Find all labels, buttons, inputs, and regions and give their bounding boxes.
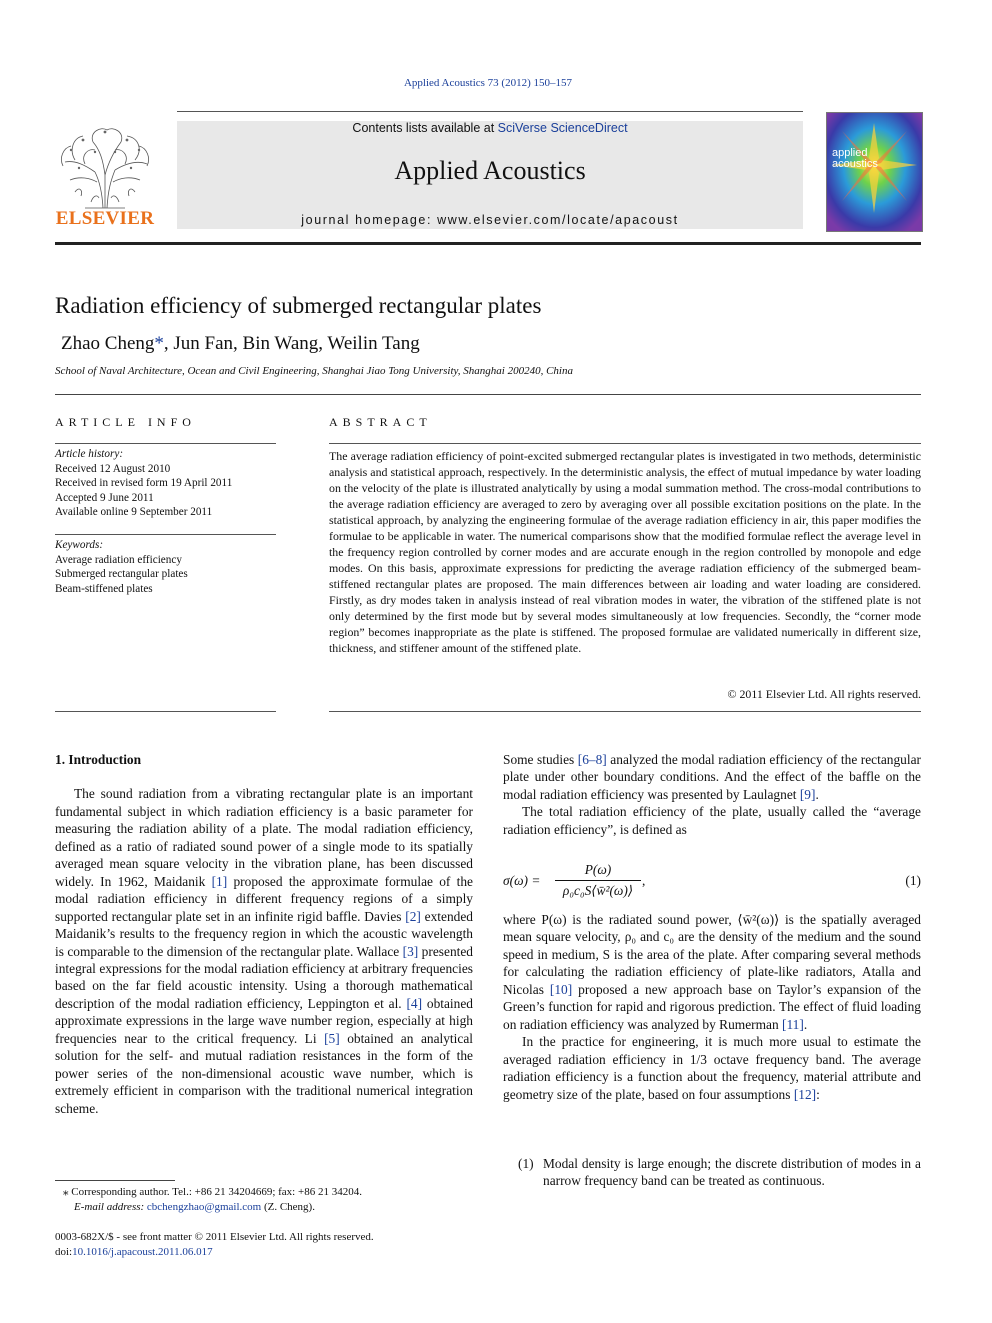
citation-ref[interactable]: [2] <box>405 908 421 924</box>
cover-title-line1: applied <box>832 147 868 159</box>
keywords <box>55 538 276 596</box>
doi-link[interactable]: 10.1016/j.apacoust.2011.06.017 <box>72 1246 213 1258</box>
journal-homepage[interactable]: journal homepage: www.elsevier.com/locate/apacoust <box>301 213 679 227</box>
contents-availability <box>177 121 803 135</box>
text-run: where P(ω) is the radiated sound power, ⟨w̄²(ω)⟩ is the spatially averaged mean square velocity, ρ₀ and c₀ are the density of the medium and the sound speed in medium, S is the area of the plate. After comparing several methods for calculating the radiation efficiency of plate-like radiators, Atalla and Nicolas <box>503 912 921 997</box>
list-item-text: Modal density is large enough; the discrete distribution of modes in a narrow frequency band can be treated as continuous. <box>543 1156 921 1189</box>
citation-link[interactable]: Applied Acoustics 73 (2012) 150–157 <box>403 77 573 89</box>
abstract-heading: ABSTRACT <box>329 415 432 429</box>
email-link[interactable]: cbchengzhao@gmail.com <box>146 1201 262 1213</box>
paragraph: The total radiation efficiency of the plate, usually called the “average radiation efficiency”, is defined as <box>503 804 921 837</box>
text-run: proposed a new approach base on Taylor’s expansion of the Green’s function for rapid and rigorous prediction. The effect of fluid loading on radiation efficiency was analyzed by Rumerman <box>503 981 921 1032</box>
assumption-list-item <box>518 1155 921 1190</box>
text-run: . <box>815 786 819 802</box>
text-run: proposed the approximate formulae of the modal radiation efficiency in different frequency regions of a simply supported rectangular plate set in an infinite rigid baffle. Davies <box>55 873 473 924</box>
equation-comma: , <box>642 873 646 888</box>
keyword-item: Average radiation efficiency <box>55 553 182 566</box>
sciencedirect-link[interactable]: SciVerse ScienceDirect <box>497 121 628 135</box>
body-column-left <box>55 751 473 1117</box>
citation-ref[interactable]: [10] <box>549 981 573 997</box>
abstract-bottom-rule <box>329 711 921 712</box>
author-first: Zhao Cheng <box>61 333 155 354</box>
history-received: Received 12 August 2010 <box>55 462 171 475</box>
text-run: . <box>803 1016 808 1032</box>
history-revised: Received in revised form 19 April 2011 <box>55 477 233 489</box>
article-history <box>55 447 276 520</box>
footnote-corresponding: Corresponding author. Tel.: +86 21 34204669; fax: +86 21 34204. <box>68 1186 362 1198</box>
keywords-label: Keywords: <box>55 539 104 551</box>
email-suffix: (Z. Cheng). <box>261 1201 315 1213</box>
affiliation-rule <box>55 394 921 395</box>
paragraph <box>503 911 921 1033</box>
keywords-rule <box>55 534 276 535</box>
footnote-rule <box>55 1180 175 1181</box>
masthead-top-rule <box>177 111 803 112</box>
text-run: presented integral expressions for the modal radiation efficiency at arbitrary frequencies based on the far field acoustic intensity. Using a thorough mathematical description of the modal radiation efficiency, Leppington et al. <box>55 943 473 1011</box>
authors-rest: , Jun Fan, Bin Wang, Weilin Tang <box>163 333 420 354</box>
cover-title-line2: acoustics <box>832 158 878 170</box>
front-matter <box>55 1230 473 1260</box>
doi-prefix: doi: <box>55 1246 73 1258</box>
history-online: Available online 9 September 2011 <box>55 506 213 518</box>
paragraph <box>503 1033 921 1103</box>
history-accepted: Accepted 9 June 2011 <box>55 491 154 504</box>
citation-ref[interactable]: [11] <box>782 1016 804 1032</box>
equation-lhs: σ(ω) = <box>503 873 541 888</box>
body-column-right <box>503 751 921 838</box>
section-heading: 1. Introduction <box>55 752 142 767</box>
copyright-notice: © 2011 Elsevier Ltd. All rights reserved. <box>727 687 921 701</box>
text-run: Some studies <box>503 752 578 767</box>
article-title: Radiation efficiency of submerged rectangular plates <box>55 293 542 318</box>
citation-ref[interactable]: [6–8] <box>577 752 607 767</box>
corresponding-author-mark[interactable]: * <box>154 333 164 354</box>
journal-citation[interactable] <box>0 77 976 89</box>
keyword-item: Submerged rectangular plates <box>55 568 188 580</box>
list-item-number: (1) <box>518 1156 534 1171</box>
citation-ref[interactable]: [3] <box>402 943 419 959</box>
citation-ref[interactable]: [12] <box>793 1086 817 1102</box>
citation-ref[interactable]: [5] <box>324 1030 340 1046</box>
abstract-text: The average radiation efficiency of point-excited submerged rectangular plates is investigated in two methods, deterministic analysis and statistical approach, respectively. In the deterministic analysis, the effect of mutual impedance by water loading on the velocity of the plate is illustrated analytically by using a modal summation method. The cross-modal contributions to the average radiation efficiency are averaged to zero by averaging over all possible excitation positions on the plate. In the statistical approach, by analyzing the engineering formulae of the average radiation efficiency in air, this paper modifies the formulae to be applicable in water. The numerical comparisons show that the modified formulae reflect the average level in the frequency region controlled by corner modes and are accurate enough in the region controlled by monopole and edge modes. On this basis, approximate expressions for predicting the average radiation efficiency of the submerged beam-stiffened rectangular plates are proposed. The main differences between air loading and water loading are considered. Firstly, as dry modes taken in analysis instead of real vibration modes in water, the vibration of the stiffened plate is not only determined by the first mode but by several modes simultaneously at low frequencies. Secondly, the “corner mode region” becomes inappropriate as the plate is stiffened. The proposed formulae are validated numerically in different size, thickness, and stiffener amount of the stiffened plate. <box>329 449 921 655</box>
equation-number: (1) <box>905 873 921 888</box>
text-run: In the practice for engineering, it is much more usual to estimate the averaged radiation efficiency in 1/3 octave frequency band. The average radiation efficiency is a function about the frequency, material attribute and geometry size of the plate, based on four assumptions <box>503 1034 921 1102</box>
text-run: extended Maidanik’s results to the frequency region in which the acoustic wavelength is comparable to the dimension of the rectangular plate. Wallace <box>55 908 474 959</box>
cover-title <box>832 148 902 170</box>
masthead-bottom-rule <box>55 242 921 245</box>
equation-numerator: P(ω) <box>555 862 641 881</box>
history-label: Article history: <box>55 448 124 460</box>
text-run: The sound radiation from a vibrating rectangular plate is an important fundamental subject in which radiation efficiency is a basic parameter for measuring the radiation ability of a plate. The modal radiation efficiency, defined as a ratio of radiated sound power of a single mode to its spatially averaged mean square velocity in the vibration plane, has been discussed widely. In 1962, Maidanik <box>55 786 473 889</box>
text-run: : <box>816 1086 820 1102</box>
text-run: obtained an analytical solution for the self- and mutual radiation resistances in the form of the power series of the non-dimensional acoustic wave number, which is extremely efficient in comparison with the traditional numerical integration scheme. <box>55 1030 473 1116</box>
equation-1 <box>503 862 921 906</box>
corresponding-author-footnote <box>55 1185 473 1215</box>
journal-cover-image <box>826 112 923 232</box>
text-run: analyzed the modal radiation efficiency of the rectangular plate under other boundary conditions. And the effect of the baffle on the modal radiation efficiency was presented by Laulagnet <box>503 752 922 802</box>
journal-title: Applied Acoustics <box>394 156 586 185</box>
article-info-heading: ARTICLE INFO <box>55 415 196 429</box>
citation-ref[interactable]: [4] <box>406 995 423 1011</box>
keyword-item: Beam-stiffened plates <box>55 582 153 595</box>
equation-fraction <box>555 862 641 899</box>
issn-line: 0003-682X/$ - see front matter © 2011 Elsevier Ltd. All rights reserved. <box>55 1231 374 1243</box>
body-column-right-continued <box>503 911 921 1103</box>
email-label: E-mail address: <box>74 1201 145 1213</box>
paragraph <box>503 751 921 803</box>
affiliation: School of Naval Architecture, Ocean and Civil Engineering, Shanghai Jiao Tong University, Shanghai 200240, China <box>55 365 573 377</box>
intro-paragraph <box>55 785 473 1117</box>
elsevier-wordmark: ELSEVIER <box>55 208 155 229</box>
equation-denominator: ρ₀c₀S⟨w̄²(ω)⟩ <box>562 883 634 898</box>
abstract-top-rule <box>329 443 921 444</box>
article-info-bottom-rule <box>55 711 276 712</box>
citation-ref[interactable]: [9] <box>799 786 816 802</box>
text-run: obtained approximate expressions in the large wave number region, especially at high frequencies near to the critical frequency. Li <box>55 995 473 1046</box>
contents-prefix: Contents lists available at <box>352 121 498 135</box>
author-list <box>61 333 420 355</box>
article-info-rule <box>55 443 276 444</box>
citation-ref[interactable]: [1] <box>211 873 228 889</box>
footnote-star: ⁎ <box>63 1186 69 1198</box>
